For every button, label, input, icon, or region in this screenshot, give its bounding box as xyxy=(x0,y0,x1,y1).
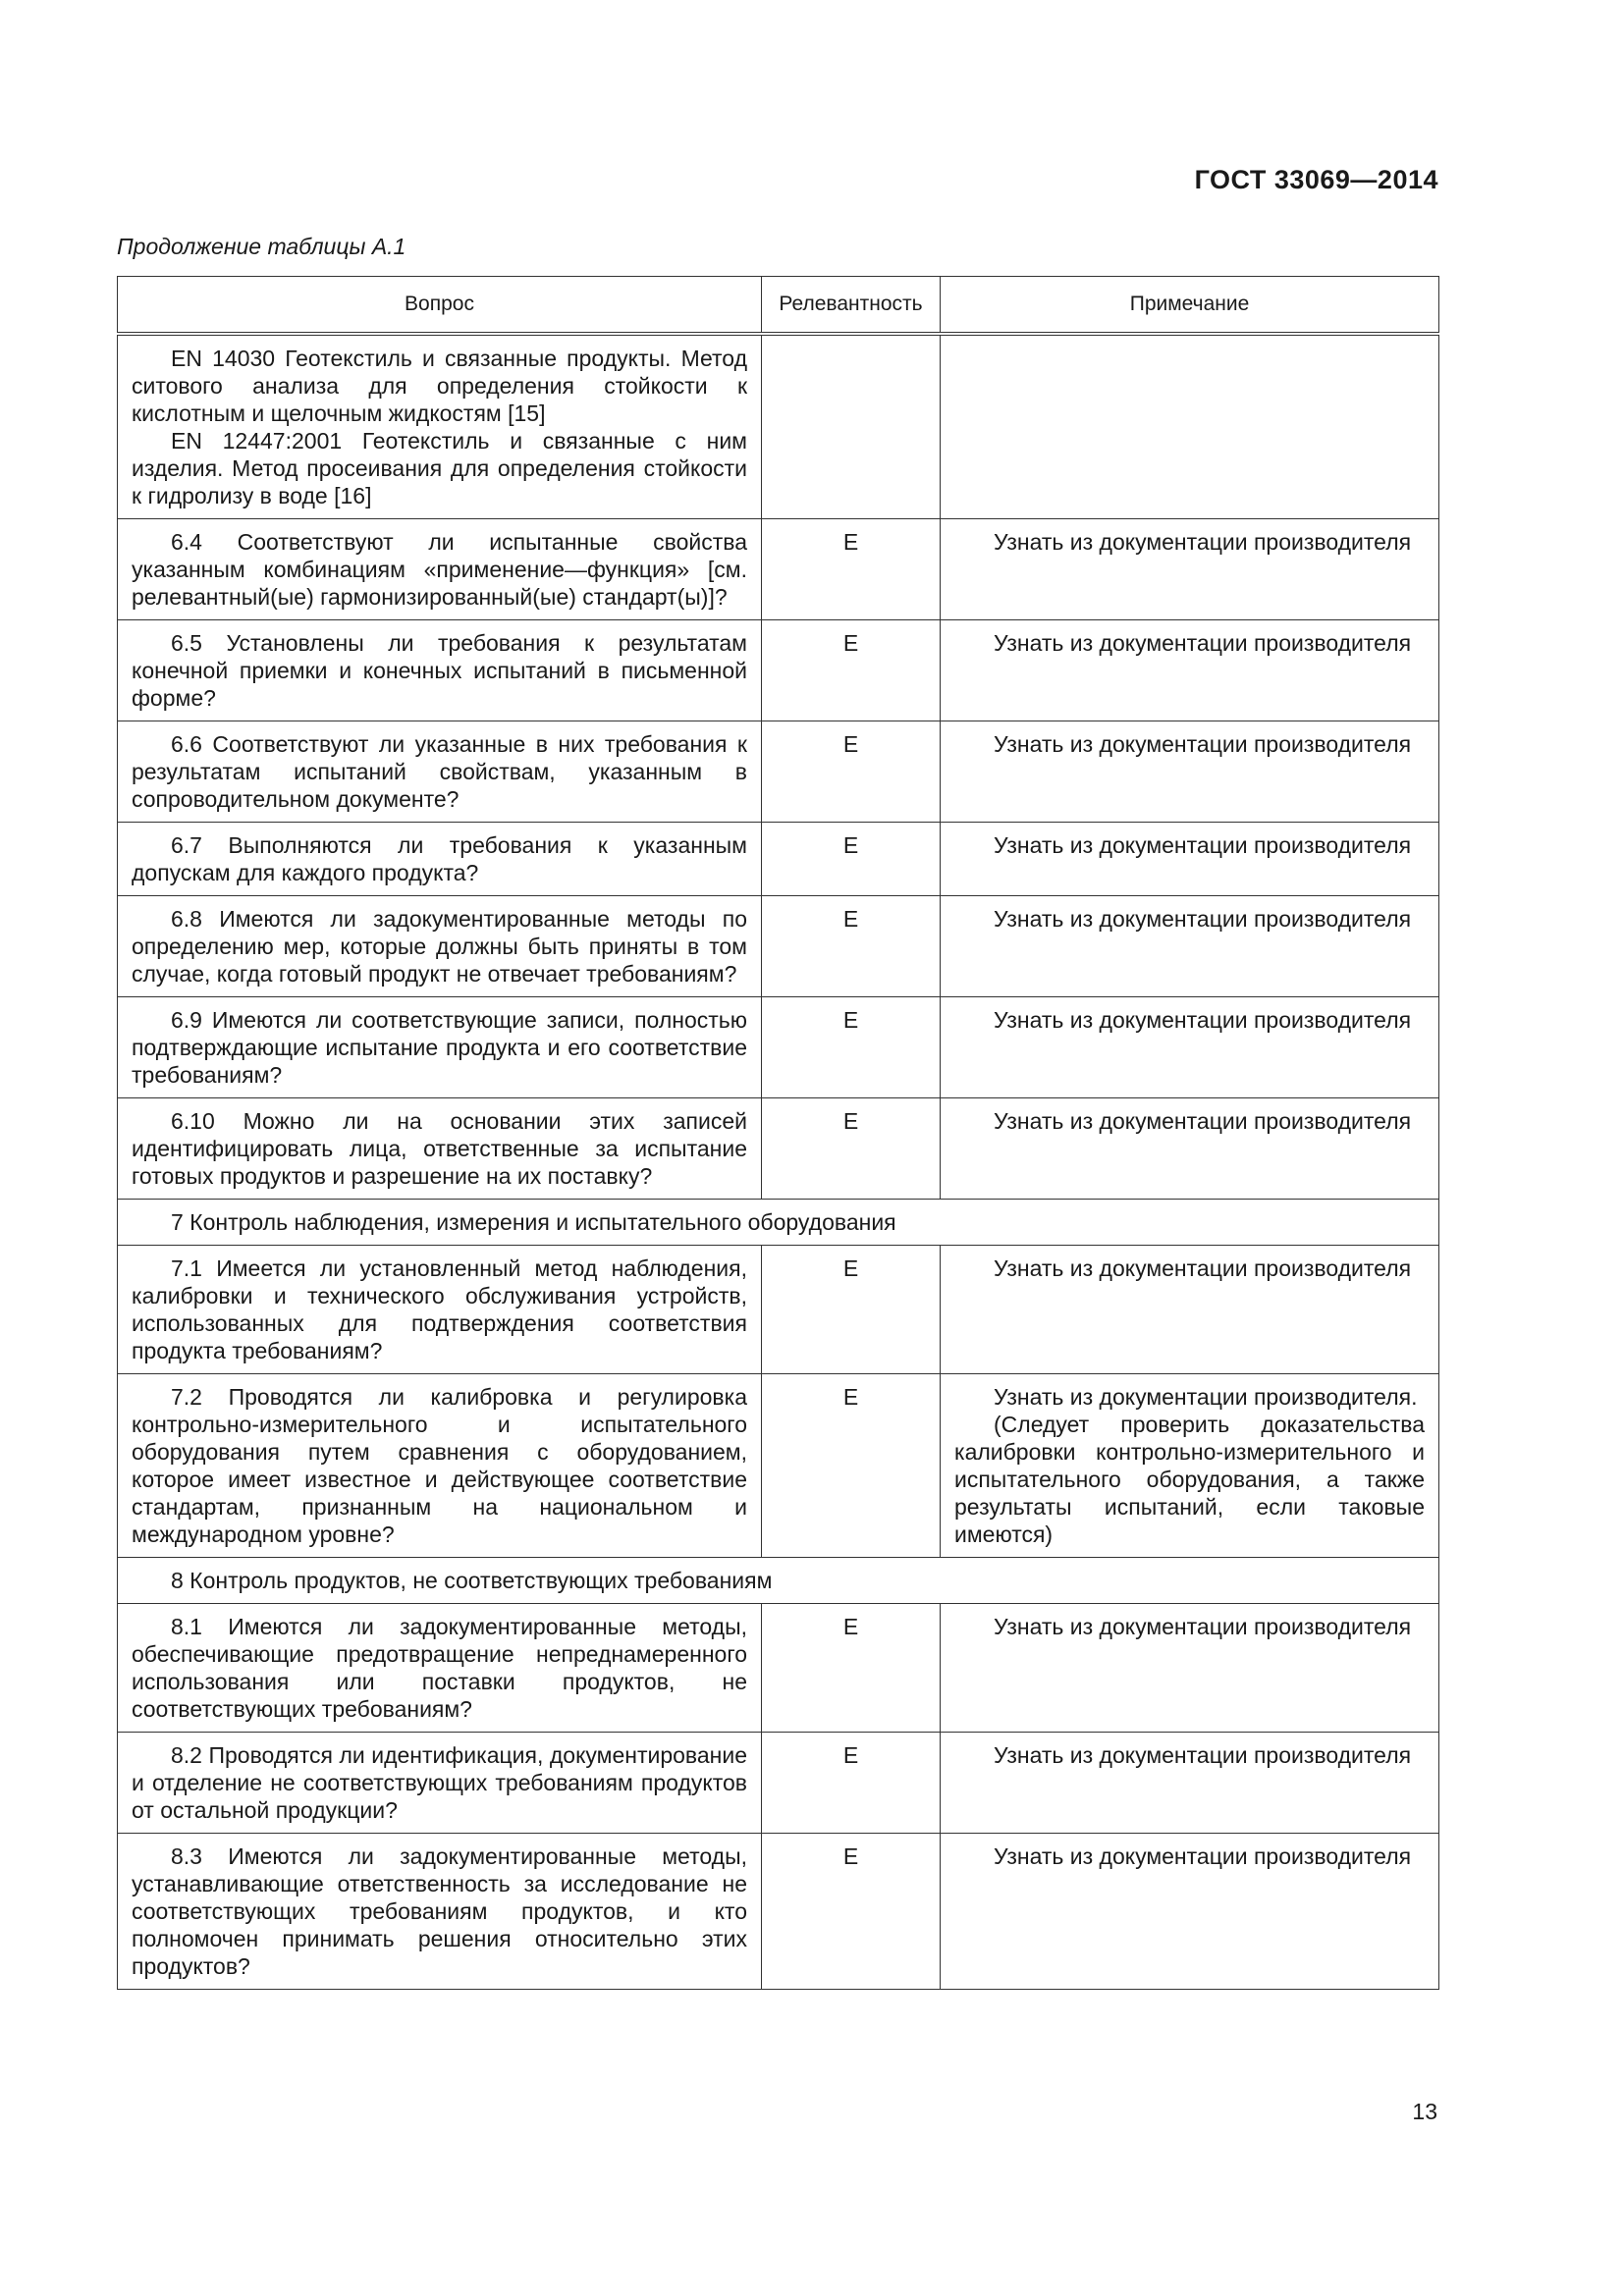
question-cell xyxy=(118,1733,762,1834)
table-body xyxy=(118,334,1439,1990)
table-caption: Продолжение таблицы А.1 xyxy=(117,234,406,259)
note-cell xyxy=(941,1834,1439,1990)
table-row xyxy=(118,620,1439,721)
relevance-cell: E xyxy=(762,1733,941,1834)
table-row xyxy=(118,721,1439,823)
question-text: 8.2 Проводятся ли идентификация, документирование и отделение не соответствующих требованиям продуктов от остальной продукции? xyxy=(132,1742,747,1823)
question-text: 8.1 Имеются ли задокументированные методы, обеспечивающие предотвращение непреднамеренного использования или поставки продуктов, не соответствующих требованиям? xyxy=(132,1614,747,1722)
table-row xyxy=(118,997,1439,1098)
question-cell xyxy=(118,896,762,997)
relevance-cell: E xyxy=(762,721,941,823)
note-cell xyxy=(941,1733,1439,1834)
note-cell xyxy=(941,1604,1439,1733)
relevance-cell xyxy=(762,334,941,519)
note-text: Узнать из документации производителя xyxy=(994,906,1412,932)
table-row xyxy=(118,1098,1439,1200)
note-text: Узнать из документации производителя xyxy=(994,1742,1412,1768)
question-cell xyxy=(118,620,762,721)
relevance-cell: E xyxy=(762,620,941,721)
relevance-cell: E xyxy=(762,1604,941,1733)
question-text: 6.8 Имеются ли задокументированные методы по определению мер, которые должны быть приняты в том случае, когда готовый продукт не отвечает требованиям? xyxy=(132,906,747,987)
table-row xyxy=(118,1374,1439,1558)
note-text: Узнать из документации производителя xyxy=(994,529,1412,555)
question-text: 8.3 Имеются ли задокументированные методы, устанавливающие ответственность за исследование не соответствующих требованиям продуктов, и кто полномочен принимать решения относительно этих продуктов? xyxy=(132,1843,747,1979)
page-number: 13 xyxy=(1412,2099,1437,2124)
question-cell xyxy=(118,1604,762,1733)
question-cell xyxy=(118,721,762,823)
table-row xyxy=(118,1733,1439,1834)
section-row xyxy=(118,1558,1439,1604)
note-cell xyxy=(941,997,1439,1098)
note-text: Узнать из документации производителя xyxy=(994,1255,1412,1281)
table-header-row xyxy=(118,277,1439,335)
question-cell xyxy=(118,1374,762,1558)
note-cell xyxy=(941,896,1439,997)
column-header-note: Примечание xyxy=(941,277,1439,335)
note-text: Узнать из документации производителя xyxy=(994,1007,1412,1033)
note-cell xyxy=(941,334,1439,519)
table-row xyxy=(118,1604,1439,1733)
table-row xyxy=(118,334,1439,519)
column-header-relevance: Релевантность xyxy=(762,277,941,335)
note-text: Узнать из документации производителя xyxy=(994,1843,1412,1869)
question-text: 6.7 Выполняются ли требования к указанным допускам для каждого продукта? xyxy=(132,832,747,885)
question-text: 6.4 Соответствуют ли испытанные свойства указанным комбинациям «применение—функция» [см. релевантный(ые) гармонизированный(ые) стандарт(ы)]? xyxy=(132,529,747,610)
table-row xyxy=(118,1246,1439,1374)
section-title-cell xyxy=(118,1558,1439,1604)
note-text: Узнать из документации производителя xyxy=(994,1614,1412,1639)
question-cell xyxy=(118,519,762,620)
question-text: 6.6 Соответствуют ли указанные в них требования к результатам испытаний свойствам, указанным в сопроводительном документе? xyxy=(132,731,747,812)
question-cell xyxy=(118,1098,762,1200)
relevance-cell: E xyxy=(762,997,941,1098)
note-cell xyxy=(941,721,1439,823)
relevance-cell: E xyxy=(762,1246,941,1374)
question-text: 6.10 Можно ли на основании этих записей идентифицировать лица, ответственные за испытание готовых продуктов и разрешение на их поставку? xyxy=(132,1108,747,1189)
relevance-cell: E xyxy=(762,1374,941,1558)
question-cell xyxy=(118,997,762,1098)
relevance-cell: E xyxy=(762,519,941,620)
note-text: Узнать из документации производителя. xyxy=(994,1384,1418,1410)
table-row xyxy=(118,519,1439,620)
table-row xyxy=(118,896,1439,997)
question-text: EN 14030 Геотекстиль и связанные продукты. Метод ситового анализа для определения стойкости к кислотным и щелочным жидкостям [15] xyxy=(132,346,747,426)
note-cell xyxy=(941,620,1439,721)
note-text: Узнать из документации производителя xyxy=(994,731,1412,757)
note-cell xyxy=(941,1374,1439,1558)
document-code: ГОСТ 33069—2014 xyxy=(1194,165,1438,194)
note-text: Узнать из документации производителя xyxy=(994,630,1412,656)
table-row xyxy=(118,823,1439,896)
note-cell xyxy=(941,1098,1439,1200)
question-text: 6.5 Установлены ли требования к результатам конечной приемки и конечных испытаний в письменной форме? xyxy=(132,630,747,711)
relevance-cell: E xyxy=(762,1834,941,1990)
relevance-cell: E xyxy=(762,1098,941,1200)
question-text: EN 12447:2001 Геотекстиль и связанные с ним изделия. Метод просеивания для определения стойкости к гидролизу в воде [16] xyxy=(132,428,747,508)
question-text: 6.9 Имеются ли соответствующие записи, полностью подтверждающие испытание продукта и его соответствие требованиям? xyxy=(132,1007,747,1088)
column-header-question: Вопрос xyxy=(118,277,762,335)
relevance-cell: E xyxy=(762,896,941,997)
question-cell xyxy=(118,1834,762,1990)
note-cell xyxy=(941,519,1439,620)
note-text: Узнать из документации производителя xyxy=(994,832,1412,858)
question-text: 7.2 Проводятся ли калибровка и регулировка контрольно-измерительного и испытательного оборудования путем сравнения с оборудованием, которое имеет известное и действующее соответствие стандартам, признанным на национальном и международном уровне? xyxy=(132,1384,747,1547)
table-row xyxy=(118,1834,1439,1990)
section-title-cell xyxy=(118,1200,1439,1246)
note-cell xyxy=(941,1246,1439,1374)
section-row xyxy=(118,1200,1439,1246)
relevance-cell: E xyxy=(762,823,941,896)
question-cell xyxy=(118,823,762,896)
section-title: 7 Контроль наблюдения, измерения и испытательного оборудования xyxy=(171,1209,896,1235)
checklist-table xyxy=(117,276,1439,1990)
question-cell xyxy=(118,1246,762,1374)
question-cell xyxy=(118,334,762,519)
section-title: 8 Контроль продуктов, не соответствующих требованиям xyxy=(171,1568,773,1593)
note-text: Узнать из документации производителя xyxy=(994,1108,1412,1134)
note-text: (Следует проверить доказательства калибровки контрольно-измерительного и испытательного оборудования, а также результаты испытаний, если таковые имеются) xyxy=(954,1412,1425,1547)
question-text: 7.1 Имеется ли установленный метод наблюдения, калибровки и технического обслуживания устройств, использованных для подтверждения соответствия продукта требованиям? xyxy=(132,1255,747,1363)
note-cell xyxy=(941,823,1439,896)
